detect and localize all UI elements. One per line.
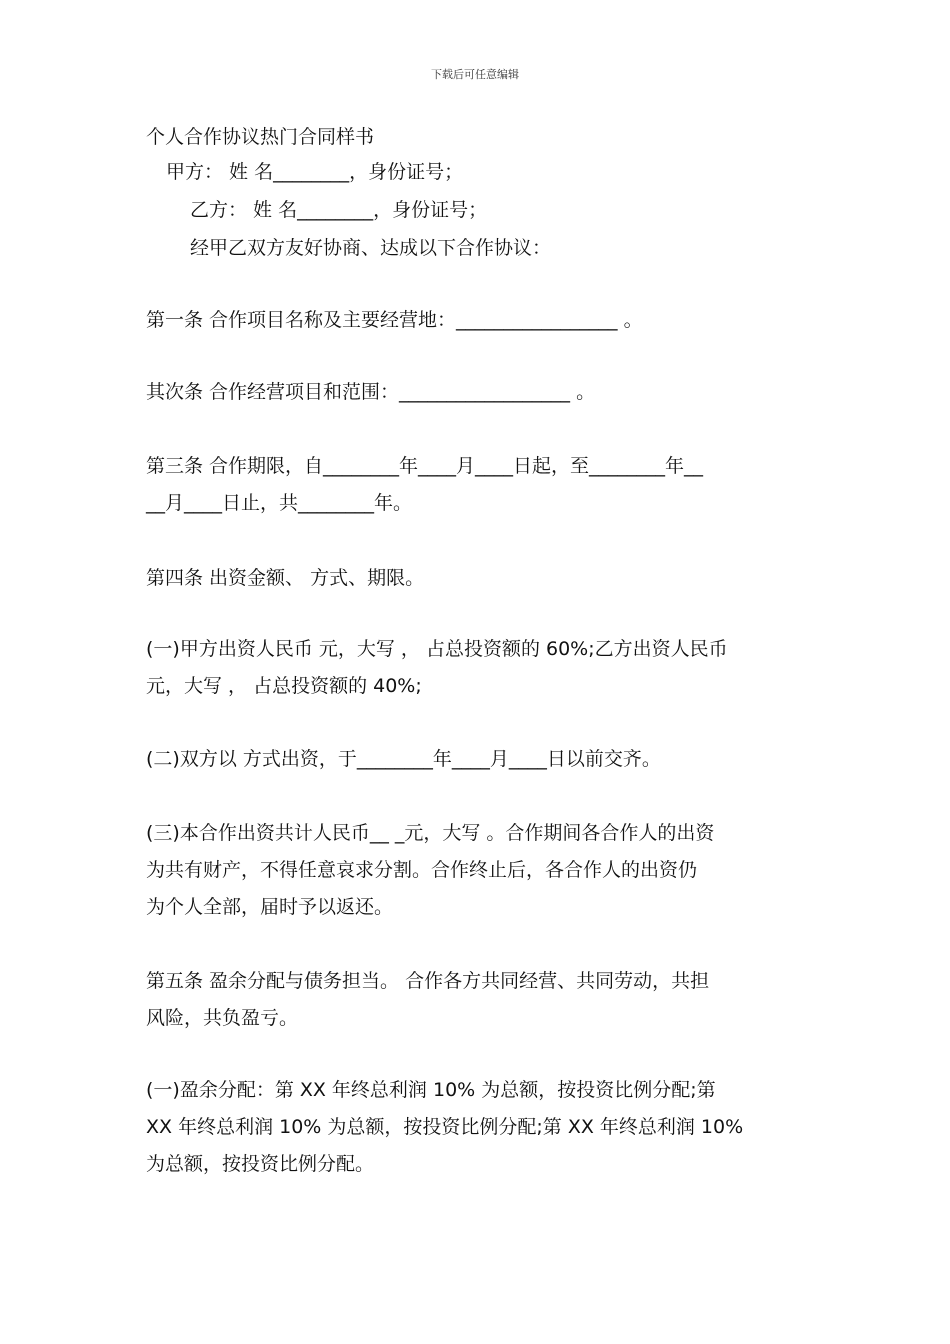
article-5-line-1: 第五条 盈余分配与债务担当。 合作各方共同经营、共同劳动，共担 [146, 970, 710, 992]
article-4-3-line-3: 为个人全部，届时予以返还。 [146, 896, 394, 918]
document-title: 个人合作协议热门合同样书 [146, 126, 375, 148]
article-5-1-line-1: (一)盈余分配：第 XX 年终总利润 10% 为总额，按投资比例分配;第 [146, 1079, 716, 1101]
article-3-line-1: 第三条 合作期限，自________年____月____日起，至________年__ [146, 455, 704, 477]
page-header: 下载后可任意编辑 [431, 68, 519, 81]
article-4-1-line-2: 元，大写 ， 占总投资额的 40%; [146, 675, 422, 697]
party-b-line: 乙方： 姓 名________，身份证号； [190, 199, 488, 221]
article-5-1-line-2: XX 年终总利润 10% 为总额，按投资比例分配;第 XX 年终总利润 10% [146, 1116, 744, 1138]
article-4-3-line-1: (三)本合作出资共计人民币__ _元，大写 。合作期间各合作人的出资 [146, 822, 715, 844]
article-1: 第一条 合作项目名称及主要经营地：_________________ 。 [146, 309, 643, 331]
article-4-2: (二)双方以 方式出资，于________年____月____日以前交齐。 [146, 748, 661, 770]
article-4-3-line-2: 为共有财产，不得任意哀求分割。合作终止后，各合作人的出资仍 [146, 859, 698, 881]
article-4-1-line-1: (一)甲方出资人民币 元，大写 ， 占总投资额的 60%;乙方出资人民币 [146, 638, 728, 660]
article-5-1-line-3: 为总额，按投资比例分配。 [146, 1153, 375, 1175]
article-3-line-2: __月____日止，共________年。 [146, 492, 413, 514]
article-5-line-2: 风险，共负盈亏。 [146, 1007, 299, 1029]
article-2: 其次条 合作经营项目和范围：__________________ 。 [146, 381, 596, 403]
party-a-line: 甲方： 姓 名________，身份证号； [166, 161, 464, 183]
intro-line: 经甲乙双方友好协商、达成以下合作协议： [190, 237, 552, 259]
article-4: 第四条 出资金额、 方式、期限。 [146, 567, 425, 589]
